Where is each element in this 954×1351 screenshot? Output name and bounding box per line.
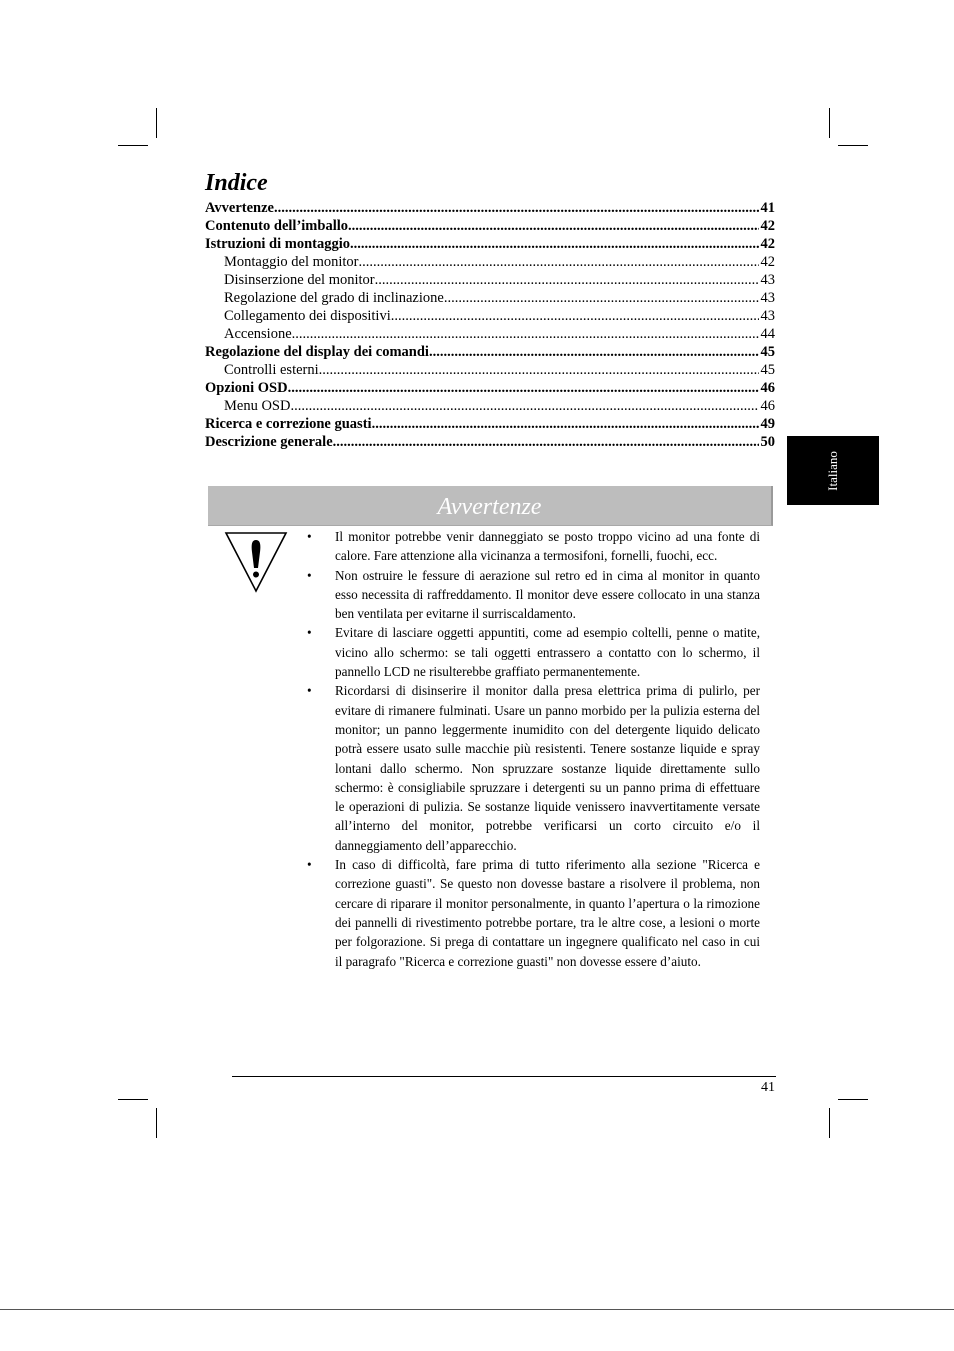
warning-text: In caso di difficoltà, fare prima di tutto riferimento alla sezione "Ricerca e correzione guasti". Se questo non dovesse bastare a risolvere il problema, non cercare di riparare il monitor personalmente, in quanto l’apertura o la rimozione dei pannelli di rivestimento potrebbe portare, tra le altre cose, a lesioni o morte per folgorazione. Si prega di contattare un ingegnere qualificato nel caso in cui il paragrafo "Ricerca e correzione guasti" non dovesse essere d’aiuto. [335,857,760,969]
toc-entry-label: Menu OSD [224,398,291,414]
bullet-mark: • [307,529,312,544]
toc-leader-dots [391,307,759,325]
toc-entry-label: Opzioni OSD [205,380,288,396]
toc-leader-dots [292,325,759,343]
exclamation-triangle-icon [224,530,288,594]
toc-entry[interactable] [205,253,775,271]
toc-entry-label: Controlli esterni [224,362,319,378]
warning-item [305,623,760,681]
crop-mark [156,1108,157,1138]
toc-entry-label: Regolazione del grado di inclinazione [224,290,444,306]
warning-item [305,681,760,855]
toc-entry-label: Avvertenze [205,200,274,216]
toc-entry-page: 42 [760,218,775,234]
toc-entry-label: Ricerca e correzione guasti [205,416,372,432]
toc-entry[interactable] [205,289,775,307]
toc-entry-page: 49 [760,416,775,432]
bullet-mark: • [307,683,312,699]
crop-mark [838,1099,868,1100]
toc-entry-page: 43 [760,308,775,324]
page-title: Indice [205,170,268,196]
toc-entry[interactable] [205,325,775,343]
toc-entry-label: Disinserzione del monitor [224,272,375,288]
warning-text: Il monitor potrebbe venir danneggiato se posto troppo vicino ad una fonte di calore. Fare attenzione alla vicinanza a termosifoni, fornelli, fuochi, ecc. [335,529,760,564]
section-title: Avvertenze [437,494,542,520]
bullet-mark: • [307,857,312,873]
warning-item [305,566,760,624]
toc-entry-label: Descrizione generale [205,434,333,450]
toc-leader-dots [290,397,758,415]
crop-mark [118,1099,148,1100]
warning-list [305,527,760,971]
toc-entry-page: 41 [760,200,775,216]
toc-entry[interactable] [205,415,775,433]
warning-item [305,855,760,971]
section-banner [208,486,773,526]
toc-leader-dots [444,289,759,307]
toc-leader-dots [288,379,759,397]
toc-entry[interactable] [205,379,775,397]
toc-leader-dots [333,433,759,451]
toc-entry-page: 44 [760,326,775,342]
toc-entry[interactable] [205,199,775,217]
toc-entry-label: Collegamento dei dispositivi [224,308,391,324]
toc-leader-dots [375,271,759,289]
toc-entry-page: 46 [760,398,775,414]
toc-entry-page: 46 [760,380,775,396]
toc-entry-label: Istruzioni di montaggio [205,236,351,252]
crop-mark [829,108,830,138]
crop-mark [118,145,148,146]
toc-entry-page: 45 [760,362,775,378]
footer-rule [232,1076,776,1077]
language-tab-label: Italiano [825,450,840,491]
toc-leader-dots [348,217,759,235]
toc-entry-label: Regolazione del display dei comandi [205,344,429,360]
toc-leader-dots [372,415,759,433]
toc-entry[interactable] [205,307,775,325]
toc-entry[interactable] [205,217,775,235]
toc-leader-dots [350,235,758,253]
table-of-contents [205,199,775,451]
toc-leader-dots [274,199,759,217]
crop-mark [838,145,868,146]
toc-entry-page: 50 [760,434,775,450]
toc-entry-page: 42 [760,236,775,252]
bullet-mark: • [307,567,312,583]
warning-text: Ricordarsi di disinserire il monitor dalla presa elettrica prima di pulirlo, per evitare di rimanere fulminati. Usare un panno morbido per la pulizia esterna del monitor; un panno leggermente inumidito con del detergente liquido delicato potrà essere usato sulle macchie più resistenti. Tenere sostanze liquide e spray lontani dallo schermo. Non spruzzare sostanze liquide direttamente sullo schermo: è consigliabile spruzzare i detergenti su un panno prima di effettuare le operazioni di pulizia. Se sostanze liquide venissero inavvertitamente versate all’interno del monitor, potrebbe verificarsi un corto circuito e/o il danneggiamento dell’apparecchio. [335,683,760,853]
toc-entry-page: 45 [760,344,775,360]
toc-entry-label: Montaggio del monitor [224,254,359,270]
toc-entry-page: 43 [760,272,775,288]
toc-entry[interactable] [205,343,775,361]
crop-mark [156,108,157,138]
toc-leader-dots [359,253,759,271]
toc-entry-page: 43 [760,290,775,306]
page-number: 41 [761,1080,775,1095]
toc-entry[interactable] [205,271,775,289]
toc-entry-page: 42 [760,254,775,270]
toc-entry-label: Accensione [224,326,292,342]
toc-leader-dots [319,361,759,379]
toc-leader-dots [429,343,759,361]
language-tab [787,436,879,505]
toc-entry[interactable] [205,235,775,253]
warning-text: Evitare di lasciare oggetti appuntiti, come ad esempio coltelli, penne o matite, vicino allo schermo: se tali oggetti entrassero a contatto con lo schermo, il pannello LCD ne risulterebbe graffiato permanentemente. [335,625,760,680]
toc-entry[interactable] [205,361,775,379]
bullet-mark: • [307,625,312,641]
crop-mark [829,1108,830,1138]
toc-entry[interactable] [205,397,775,415]
toc-entry-label: Contenuto dell’imballo [205,218,348,234]
warning-text: Non ostruire le fessure di aerazione sul retro ed in cima al monitor in quanto esso necessita di raffreddamento. Il monitor deve essere collocato in una stanza ben ventilata per evitarne il surriscaldamento. [335,567,760,622]
toc-entry[interactable] [205,433,775,451]
warning-item [305,527,760,566]
page-edge-rule [0,1309,954,1310]
